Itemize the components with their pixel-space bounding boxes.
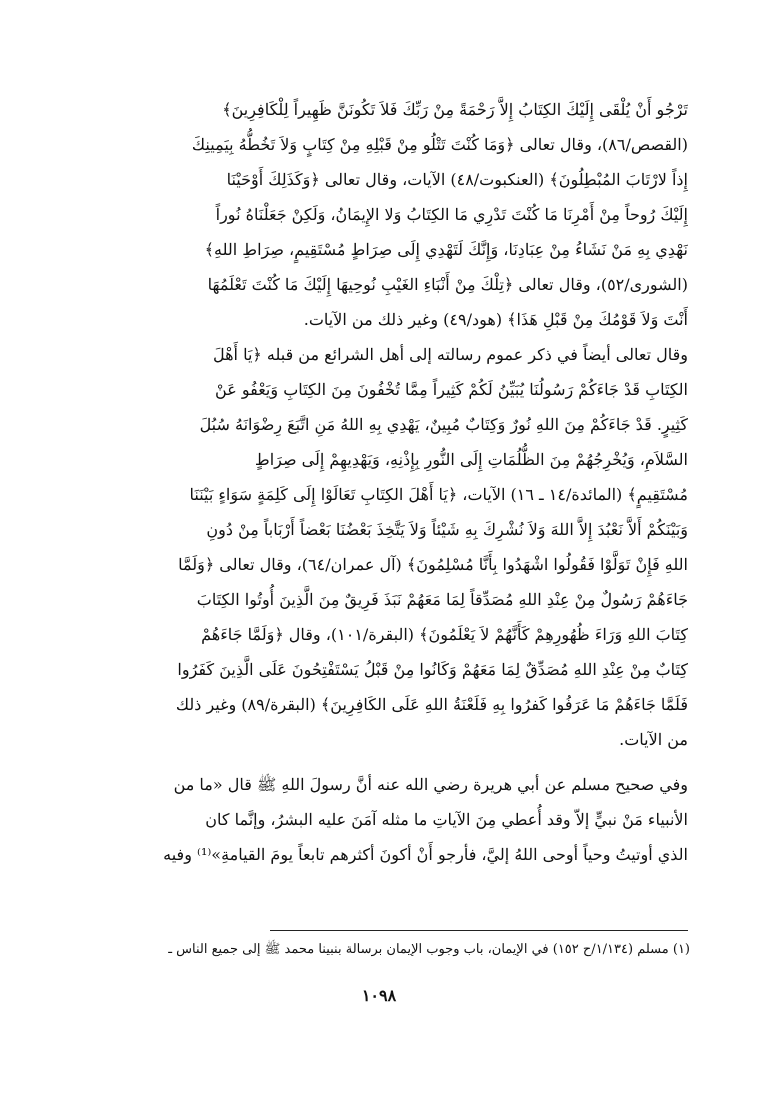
text-line: (القصص/٨٦)، وقال تعالى ﴿وَمَا كُنْتَ تَتْلُو مِنْ قَبْلِهِ مِنْ كِتَابٍ وَلاَ تَخُطُّهُ بِيَمِينِكَ [191,135,688,154]
text-line: أَنْتَ وَلاَ قَوْمُكَ مِنْ قَبْلِ هَذَا﴾ (هود/٤٩) وغير ذلك من الآيات. [303,310,688,329]
text-line: كَثِيرٍ. قَدْ جَاءَكُمْ مِنَ اللهِ نُورٌ وَكِتَابٌ مُبِينٌ، يَهْدِي بِهِ اللهُ مَنِ اتَّبَعَ رِضْوَانَهُ سُبُلَ [199,415,688,434]
text-line: السَّلاَمِ، وَيُخْرِجُهُمْ مِنَ الظُّلُمَاتِ إِلَى النُّورِ بِإِذْنِهِ، وَيَهْدِيهِمْ إِلَى صِرَاطٍ [254,450,688,469]
page-number: ١٠٩٨ [361,986,397,1005]
footnote-divider [270,930,688,931]
text-line: (الشورى/٥٢)، وقال تعالى ﴿تِلْكَ مِنْ أَنْبَاءِ الغَيْبِ نُوحِيهَا إِلَيْكَ مَا كُنْتَ تَعْلَمُهَا [207,275,688,294]
text-line: نَهْدِي بِهِ مَنْ نَشَاءُ مِنْ عِبَادِنَا، وَإِنَّكَ لَتَهْدِي إِلَى صِرَاطٍ مُسْتَقِيمٍ، صِرَاطِ اللهِ﴾ [204,240,688,259]
text-line: وقال تعالى أيضاً في ذكر عموم رسالته إلى أهل الشرائع من قبله ﴿يَا أَهْلَ [212,345,688,364]
text-line: إِذاً لارْتَابَ المُبْطِلُونَ﴾ (العنكبوت/٤٨) الآيات، وقال تعالى ﴿وَكَذَلِكَ أَوْحَيْنَا [226,170,688,189]
footnote: (١) مسلم (١/١٣٤/ح ١٥٢) في الإيمان، باب وجوب الإيمان برسالة بنبينا محمد ﷺ إلى جميع الناس ـ [168,942,690,957]
text-line: وفي صحيح مسلم عن أبي هريرة رضي الله عنه أنَّ رسولَ اللهِ ﷺ قال «ما من [173,775,688,794]
main-text [92,92,688,872]
text-line: اللهِ فَإِنْ تَوَلَّوْا فَقُولُوا اشْهَدُوا بِأَنَّا مُسْلِمُونَ﴾ (آل عمران/٦٤)، وقال تعالى ﴿وَلَمَّا [178,555,688,574]
text-line: مُسْتَقِيمٍ﴾ (المائدة/١٤ ـ ١٦) الآيات، ﴿يَا أَهْلَ الكِتَابِ تَعَالَوْا إِلَى كَلِمَةٍ سَوَاءٍ بَيْنَنَا [189,485,688,504]
text-line: من الآيات. [619,730,688,749]
text-line: وَبَيْنَكُمْ أَلاَّ نَعْبُدَ إِلاَّ اللهَ وَلاَ نُشْرِكَ بِهِ شَيْئاً وَلاَ يَتَّخِذَ بَعْضُنَا بَعْضاً أَرْبَاباً مِنْ دُونِ [206,520,688,539]
text-line: كِتَابَ اللهِ وَرَاءَ ظُهُورِهِمْ كَأَنَّهُمْ لاَ يَعْلَمُونَ﴾ (البقرة/١٠١)، وقال ﴿وَلَمَّا جَاءَهُمْ [201,625,688,644]
text-line: تَرْجُو أَنْ يُلْقَى إِلَيْكَ الكِتَابُ إِلاَّ رَحْمَةً مِنْ رَبِّكَ فَلاَ تَكُونَنَّ ظَهِيراً لِلْكَافِرِينَ﴾ [222,100,688,119]
text-line: الذي أوتيتُ وحياً أوحى اللهُ إليَّ، فأرجو أَنْ أكونَ أكثرهم تابعاً يومَ القيامةِ»⁽¹⁾ وفيه [163,845,688,864]
text-line: جَاءَهُمْ رَسُولٌ مِنْ عِنْدِ اللهِ مُصَدِّقاً لِمَا مَعَهُمْ نَبَذَ فَرِيقٌ مِنَ الَّذِينَ أُوتُوا الكِتَابَ [196,590,688,609]
paragraph-gap [92,757,688,767]
text-line: كِتَابٌ مِنْ عِنْدِ اللهِ مُصَدِّقٌ لِمَا مَعَهُمْ وَكَانُوا مِنْ قَبْلُ يَسْتَفْتِحُونَ عَلَى الَّذِينَ كَفَرُوا [177,660,688,679]
text-line: إِلَيْكَ رُوحاً مِنْ أَمْرِنَا مَا كُنْتَ تَدْرِي مَا الكِتَابُ وَلا الإِيمَانُ، وَلَكِنْ جَعَلْنَاهُ نُوراً [215,205,688,224]
text-line: الكِتَابِ قَدْ جَاءَكُمْ رَسُولُنَا يُبَيِّنُ لَكُمْ كَثِيراً مِمَّا تُخْفُونَ مِنَ الكِتَابِ وَيَعْفُو عَنْ [215,380,688,399]
text-line: فَلَمَّا جَاءَهُمْ مَا عَرَفُوا كَفرُوا بِهِ فَلَعْنَةُ اللهِ عَلَى الكَافِرِينَ﴾ (البقرة/٨٩) وغير ذلك [175,695,688,714]
text-line: الأنبياء مَنْ نبيٍّ إلاّ وقد أُعطي مِنَ الآياتِ ما مثله آمَنَ عليه البشرُ، وإنَّما كان [205,810,688,829]
